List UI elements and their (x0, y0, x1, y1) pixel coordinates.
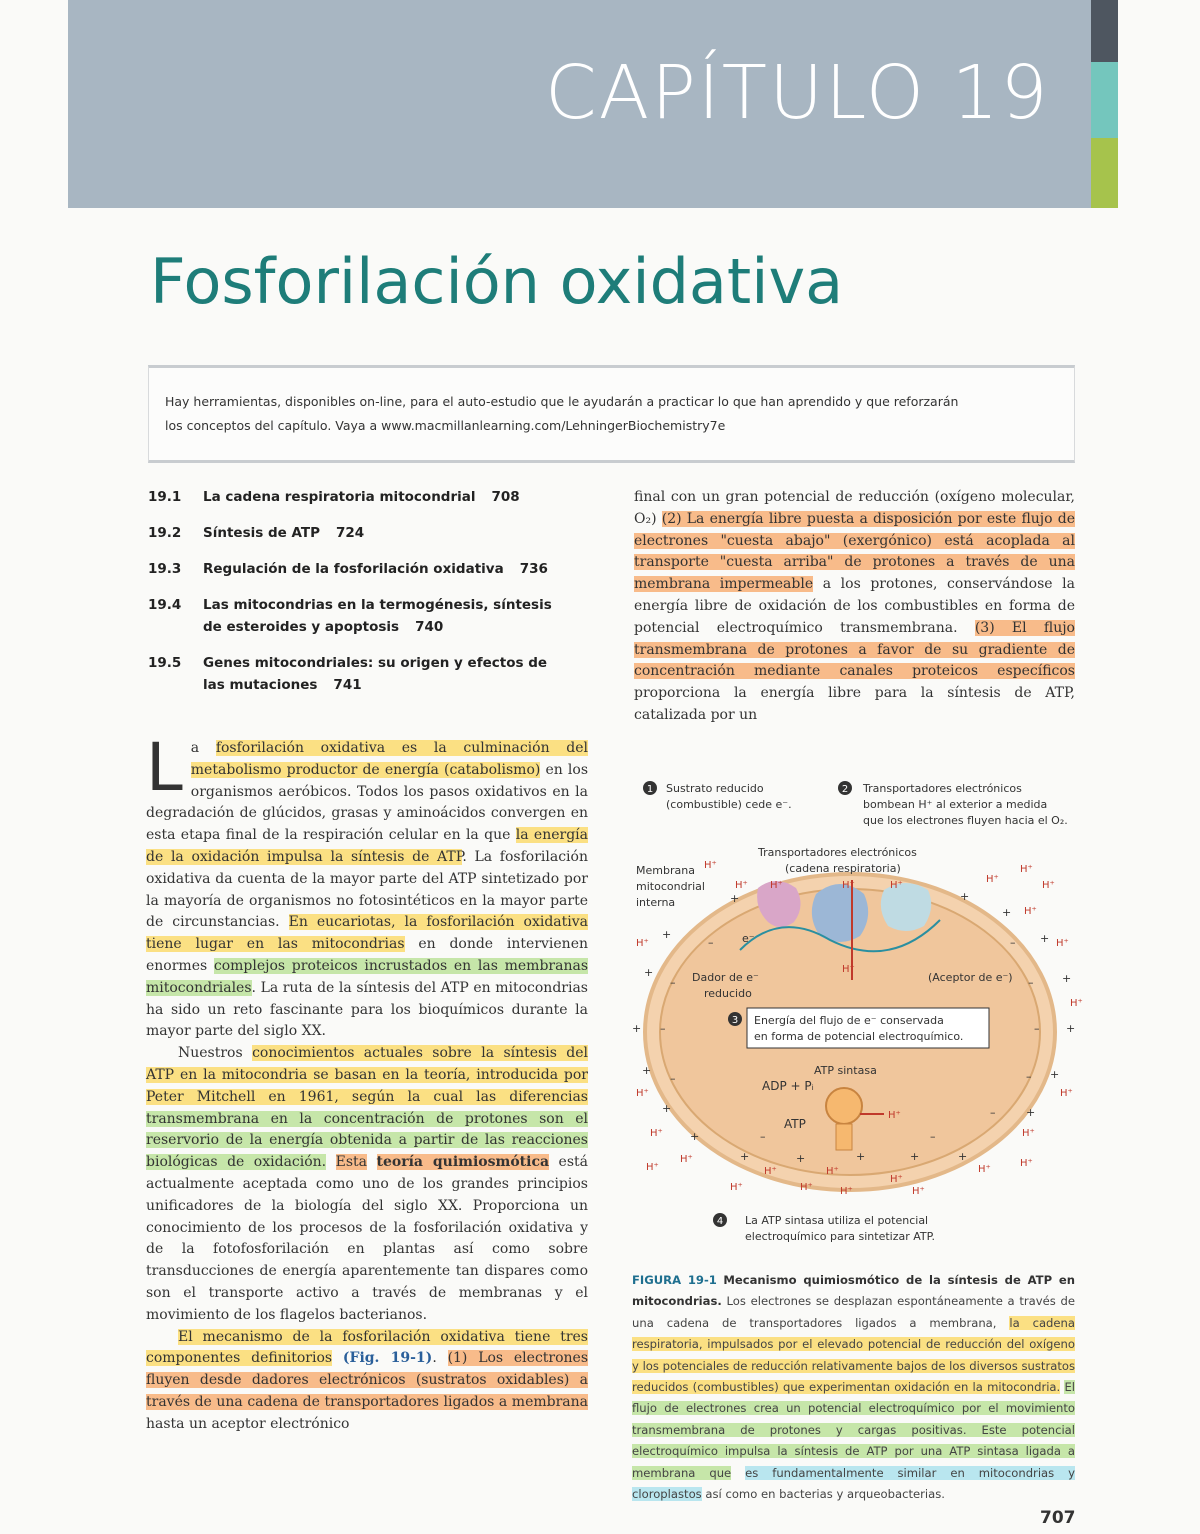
complex-iv-icon (881, 883, 931, 931)
charge-plus: + (1026, 1106, 1036, 1119)
table-of-contents (148, 486, 568, 710)
proton-label: H⁺ (704, 860, 717, 871)
proton-label: H⁺ (764, 1166, 777, 1177)
proton-label: H⁺ (735, 880, 748, 891)
step-1-text-2: (combustible) cede e⁻. (666, 798, 792, 811)
note-line-2[interactable]: los conceptos del capítulo. Vaya a www.macmillanlearning.com/LehningerBiochemistry7e (165, 418, 726, 433)
step-1-number: 1 (646, 784, 654, 795)
charge-plus: + (632, 1022, 642, 1035)
toc-item: 19.3 Regulación de la fosforilación oxidativa 736 (148, 561, 548, 577)
atp-synthase-label: ATP sintasa (814, 1064, 877, 1077)
figure-label: FIGURA 19-1 (632, 1273, 717, 1287)
online-tools-note (165, 390, 1065, 438)
proton-label: H⁺ (1060, 1088, 1073, 1099)
figure-caption-title: Mecanismo quimiosmótico de la síntesis de ATP en mitocondrias. (632, 1273, 1075, 1309)
charge-plus: + (690, 1130, 700, 1143)
chapter-label: CAPÍTULO 19 (545, 50, 1050, 136)
charge-plus: + (1002, 906, 1012, 919)
proton-label: H⁺ (636, 1088, 649, 1099)
proton-label: H⁺ (826, 1166, 839, 1177)
note-line-1: Hay herramientas, disponibles on-line, para el auto-estudio que le ayudarán a practicar lo que han aprendido y que reforzarán (165, 394, 959, 409)
atp-synthase-icon (826, 1088, 862, 1124)
figure-reference[interactable]: (Fig. 19-1) (342, 1350, 433, 1367)
proton-label: H⁺ (840, 1186, 853, 1197)
charge-plus: + (662, 928, 672, 941)
proton-label: H⁺ (1020, 864, 1033, 875)
charge-plus: + (796, 1152, 806, 1165)
proton-label: H⁺ (1020, 1158, 1033, 1169)
charge-minus: – (990, 1106, 996, 1119)
charge-plus: + (856, 1150, 866, 1163)
paragraph-mechanism: El mecanismo de la fosforilación oxidativa tiene tres componentes definitorios (Fig. 19-1). (1) Los electrones fluyen desde dadores electrónicos (sustratos oxidables) a través de una cadena de transportadores ligados a membrana hasta un aceptor electrónico (146, 1328, 589, 1432)
charge-plus: + (1066, 1022, 1076, 1035)
chemiosmotic-figure (630, 770, 1083, 1250)
proton-label: H⁺ (842, 880, 855, 891)
proton-label: H⁺ (890, 1174, 903, 1185)
body-right-column (634, 487, 1075, 727)
step-4-text-2: electroquímico para sintetizar ATP. (745, 1230, 936, 1243)
charge-minus: – (660, 1022, 666, 1035)
banner-accent-dark (1091, 0, 1118, 62)
electron-label: e⁻ (742, 932, 755, 945)
respiratory-chain-label: (cadena respiratoria) (785, 862, 901, 875)
charge-plus: + (958, 1150, 968, 1163)
charge-minus: – (708, 936, 714, 949)
drop-cap: L (146, 729, 183, 806)
step-2-text: Transportadores electrónicos (863, 782, 1022, 795)
proton-label: H⁺ (636, 938, 649, 949)
proton-label: H⁺ (770, 880, 783, 891)
charge-plus: + (1050, 1068, 1060, 1081)
charge-minus: – (670, 976, 676, 989)
banner-accent-teal (1091, 62, 1118, 138)
adp-label: ADP + Pᵢ (762, 1079, 814, 1093)
toc-item: 19.1 La cadena respiratoria mitocondrial 708 (148, 489, 520, 505)
atp-synthase-stalk (836, 1124, 852, 1150)
chapter-title: Fosforilación oxidativa (150, 245, 844, 318)
charge-minus: – (1028, 976, 1034, 989)
charge-plus: + (960, 890, 970, 903)
charge-plus: + (910, 1150, 920, 1163)
membrane-label-3: interna (636, 896, 676, 909)
proton-label: H⁺ (646, 1162, 659, 1173)
proton-label: H⁺ (890, 880, 903, 891)
figure-caption: FIGURA 19-1 Mecanismo quimiosmótico de la síntesis de ATP en mitocondrias. Los electrones se desplazan espontáneamente a través de una cadena de transportadores ligados a membrana, la cadena respiratoria, impulsados por el elevado potencial de reducción del oxígeno y los potenciales de reducción relativamente bajos de los diversos sustratos reducidos (combustibles) que experimentan oxidación en la mitocondria. El flujo de electrones crea un potencial electroquímico por el movimiento transmembrana de protones y cargas positivas. Este potencial electroquímico impulsa la síntesis de ATP por una ATP sintasa ligada a membrana que es fundamentalmente similar en mitocondrias y cloroplastos así como en bacterias y arqueobacterias. (632, 1273, 1076, 1502)
toc-item: 19.4 Las mitocondrias en la termogénesis, síntesis de esteroides y apoptosis 740 (148, 597, 552, 635)
toc-item: 19.5 Genes mitocondriales: su origen y efectos de las mutaciones 741 (148, 655, 548, 693)
charge-minus: – (670, 1072, 676, 1085)
step-2-text-2: bombean H⁺ al exterior a medida (863, 798, 1048, 811)
charge-plus: + (662, 1102, 672, 1115)
charge-plus: + (1040, 932, 1050, 945)
step-3-text-2: en forma de potencial electroquímico. (754, 1030, 964, 1043)
charge-minus: – (1034, 1022, 1040, 1035)
charge-plus: + (730, 892, 740, 905)
proton-label: H⁺ (1042, 880, 1055, 891)
banner-accent-green (1091, 138, 1118, 208)
proton-label: H⁺ (800, 1182, 813, 1193)
charge-plus: + (1062, 972, 1072, 985)
transporters-label: Transportadores electrónicos (758, 846, 917, 859)
proton-label: H⁺ (650, 1128, 663, 1139)
proton-label: H⁺ (1024, 906, 1037, 917)
proton-label: H⁺ (912, 1186, 925, 1197)
proton-label: H⁺ (680, 1154, 693, 1165)
step-1-text: Sustrato reducido (666, 782, 764, 795)
donor-label: Dador de e⁻ (692, 971, 759, 984)
paragraph-intro: La fosforilación oxidativa es la culminación del metabolismo productor de energía (catabolismo) en los organismos aeróbicos. Todos los pasos oxidativos en la degradación de glúcidos, grasas y aminoácidos convergen en esta etapa final de la respiración celular en la que la energía de la oxidación impulsa la síntesis de ATP. La fosforilación oxidativa da cuenta de la mayor parte del ATP sintetizado por la mayoría de organismos no fotosintéticos en la mayor parte de circunstancias. En eucariotas, la fosforilación oxidativa tiene lugar en las mitocondrias en donde intervienen enormes complejos proteicos incrustados en las membranas mitocondriales. La ruta de la síntesis del ATP en mitocondrias ha sido un reto fascinante para los bioquímicos durante la mayor parte del siglo XX. (146, 729, 589, 1040)
charge-plus: + (740, 1150, 750, 1163)
step-4-text: La ATP sintasa utiliza el potencial (745, 1214, 929, 1227)
paragraph-theory: Nuestros conocimientos actuales sobre la síntesis del ATP en la mitocondria se basan en la teoría, introducida por Peter Mitchell en 1961, según la cual las diferencias transmembrana en la concentración de protones son el reservorio de la energía obtenida a partir de las reacciones biológicas de oxidación. Esta teoría quimiosmótica está actualmente aceptada como uno de los grandes principios unificadores de la biología del siglo XX. Proporciona un conocimiento de los procesos de la fosforilación oxidativa y de la fotofosforilación en plantas así como sobre transducciones de energía aparentemente tan dispares como son el transporte activo a través de membranas y el movimiento de los flagelos bacterianos. (146, 1045, 588, 1323)
body-left-column (146, 729, 589, 1436)
toc-item: 19.2 Síntesis de ATP 724 (148, 525, 365, 541)
page-number: 707 (1040, 1508, 1076, 1528)
proton-label: H⁺ (842, 964, 855, 975)
proton-label: H⁺ (1070, 998, 1083, 1009)
proton-label: H⁺ (1056, 938, 1069, 949)
charge-plus: + (644, 966, 654, 979)
proton-label: H⁺ (1022, 1128, 1035, 1139)
charge-minus: – (1010, 936, 1016, 949)
proton-label: H⁺ (730, 1182, 743, 1193)
donor-label-2: reducido (704, 987, 752, 1000)
atp-label: ATP (784, 1117, 806, 1131)
charge-plus: + (642, 1064, 652, 1077)
charge-minus: – (930, 1130, 936, 1143)
proton-label: H⁺ (978, 1164, 991, 1175)
step-2-number: 2 (841, 784, 849, 795)
paragraph-mechanism-cont: final con un gran potencial de reducción (oxígeno molecular, O₂) (2) La energía libre puesta a disposición por este flujo de electrones "cuesta abajo" (exergónico) está acoplada al transporte "cuesta arriba" de protones a través de una membrana impermeable a los protones, conservándose la energía libre de oxidación de los combustibles en forma de potencial electroquímico transmembrana. (3) El flujo transmembrana de protones a favor de su gradiente de concentración mediante canales proteicos específicos proporciona la energía libre para la síntesis de ATP, catalizada por un (634, 489, 1076, 723)
step-2-text-3: que los electrones fluyen hacia el O₂. (863, 814, 1068, 827)
acceptor-label: (Aceptor de e⁻) (928, 971, 1013, 984)
step-3-text: Energía del flujo de e⁻ conservada (754, 1014, 944, 1027)
membrane-label: Membrana (636, 864, 695, 877)
membrane-label-2: mitocondrial (636, 880, 705, 893)
step-4-number: 4 (716, 1216, 724, 1227)
charge-minus: – (760, 1130, 766, 1143)
proton-label: H⁺ (986, 874, 999, 885)
proton-label: H⁺ (888, 1110, 901, 1121)
complex-iii-icon (812, 884, 868, 942)
charge-minus: – (1026, 1070, 1032, 1083)
step-3-number: 3 (731, 1015, 739, 1026)
